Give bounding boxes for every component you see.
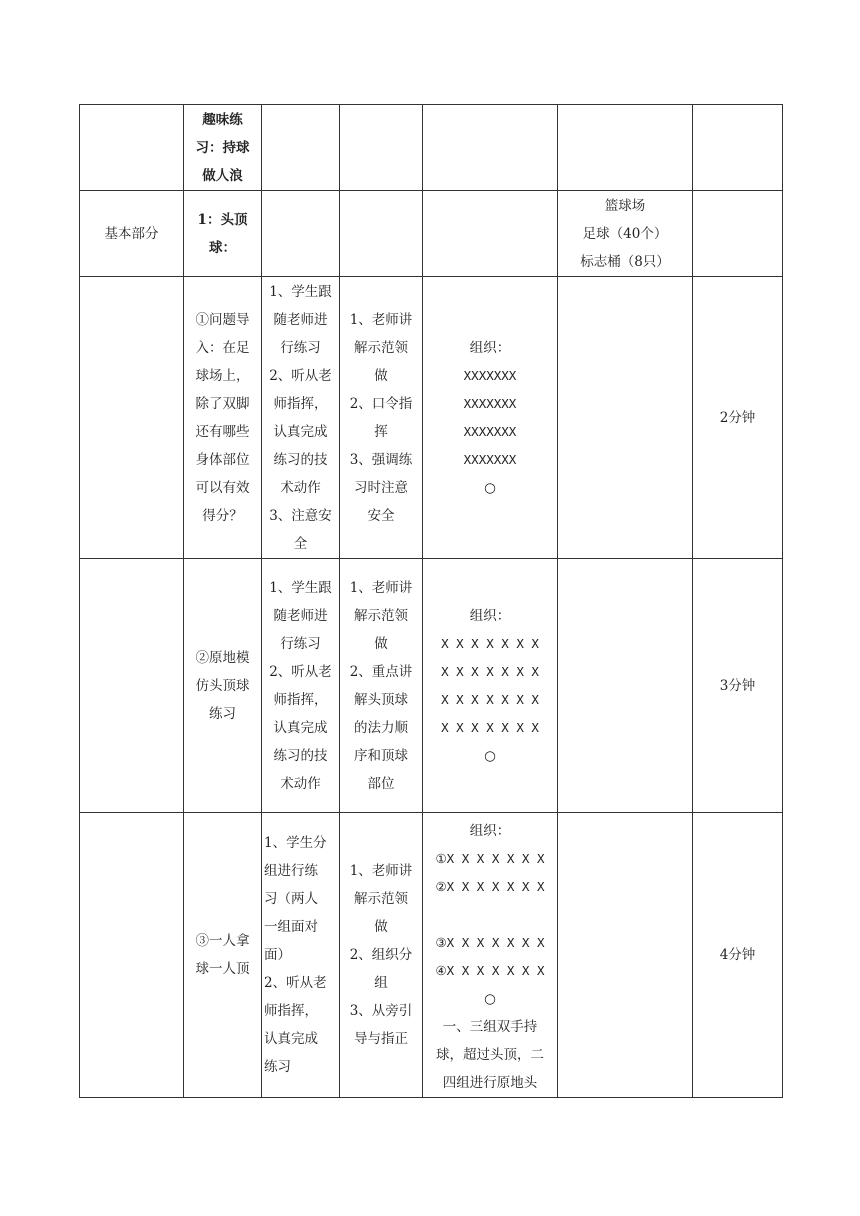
teacher-activity-cell: [340, 105, 423, 191]
organization-label: 组织：: [469, 339, 511, 356]
student-activity-cell: [262, 191, 340, 277]
equipment-cell: [558, 813, 693, 1098]
time-cell: [693, 191, 783, 277]
content-cell: 1：头顶 球：: [184, 191, 262, 277]
part-cell: 基本部分: [80, 191, 184, 277]
formation-line: ①X X X X X X X: [435, 851, 545, 866]
formation-line: XXXXXXX: [463, 395, 517, 411]
time-cell: 2分钟: [693, 277, 783, 559]
teacher-activity-cell: 1、老师讲 解示范领 做 2、组织分 组 3、从旁引 导与指正: [340, 813, 423, 1098]
teacher-position-marker: ○: [484, 991, 496, 1007]
formation-line: ③X X X X X X X: [435, 935, 545, 950]
equipment-cell: [558, 559, 693, 813]
student-activity-cell: 1、学生跟 随老师进 行练习 2、听从老 师指挥， 认真完成 练习的技 术动作 3、注意安 全: [262, 277, 340, 559]
part-cell: [80, 277, 184, 559]
time-cell: 3分钟: [693, 559, 783, 813]
table-row: [80, 559, 783, 813]
part-cell: [80, 559, 184, 813]
content-cell: ③一人拿 球一人顶: [184, 813, 262, 1098]
table-row: [80, 277, 783, 559]
organization-label: 组织：: [469, 607, 511, 624]
lesson-plan-table: [79, 104, 783, 1098]
equipment-cell: 篮球场 足球（40个） 标志桶（8只）: [558, 191, 693, 277]
teacher-activity-cell: [340, 191, 423, 277]
organization-cell: [423, 105, 558, 191]
table-row: [80, 191, 783, 277]
organization-note: 一、三组双手持 球，超过头顶，二 四组进行原地头: [436, 1019, 544, 1091]
equipment-cell: [558, 105, 693, 191]
teacher-activity-cell: 1、老师讲 解示范领 做 2、口令指 挥 3、强调练 习时注意 安全: [340, 277, 423, 559]
student-activity-cell: 1、学生分 组进行练 习（两人 一组面对 面） 2、听从老 师指挥， 认真完成 练习: [262, 813, 340, 1098]
formation-line: X X X X X X X: [441, 691, 539, 707]
formation-line: ④X X X X X X X: [435, 963, 545, 978]
table-row: [80, 105, 783, 191]
time-cell: 4分钟: [693, 813, 783, 1098]
time-cell: [693, 105, 783, 191]
content-cell: ①问题导 入：在足 球场上， 除了双脚 还有哪些 身体部位 可以有效 得分？: [184, 277, 262, 559]
table-row: [80, 813, 783, 1098]
student-activity-cell: [262, 105, 340, 191]
organization-cell: [423, 559, 558, 813]
formation-line: X X X X X X X: [441, 663, 539, 679]
equipment-cell: [558, 277, 693, 559]
organization-label: 组织：: [469, 823, 511, 839]
formation-line: X X X X X X X: [441, 719, 539, 735]
organization-cell: [423, 191, 558, 277]
formation-line: X X X X X X X: [441, 635, 539, 651]
content-cell: 趣味练 习：持球 做人浪: [184, 105, 262, 191]
formation-line: XXXXXXX: [463, 367, 517, 383]
teacher-position-marker: ○: [484, 479, 496, 496]
organization-cell: [423, 277, 558, 559]
teacher-position-marker: ○: [484, 747, 496, 764]
content-cell: ②原地模 仿头顶球 练习: [184, 559, 262, 813]
teacher-activity-cell: 1、老师讲 解示范领 做 2、重点讲 解头顶球 的法力顺 序和顶球 部位: [340, 559, 423, 813]
part-cell: [80, 105, 184, 191]
student-activity-cell: 1、学生跟 随老师进 行练习 2、听从老 师指挥， 认真完成 练习的技 术动作: [262, 559, 340, 813]
formation-line: ②X X X X X X X: [435, 879, 545, 894]
formation-line: XXXXXXX: [463, 451, 517, 467]
formation-line: XXXXXXX: [463, 423, 517, 439]
part-cell: [80, 813, 184, 1098]
organization-cell: [423, 813, 558, 1098]
formation-gap: [427, 901, 553, 929]
